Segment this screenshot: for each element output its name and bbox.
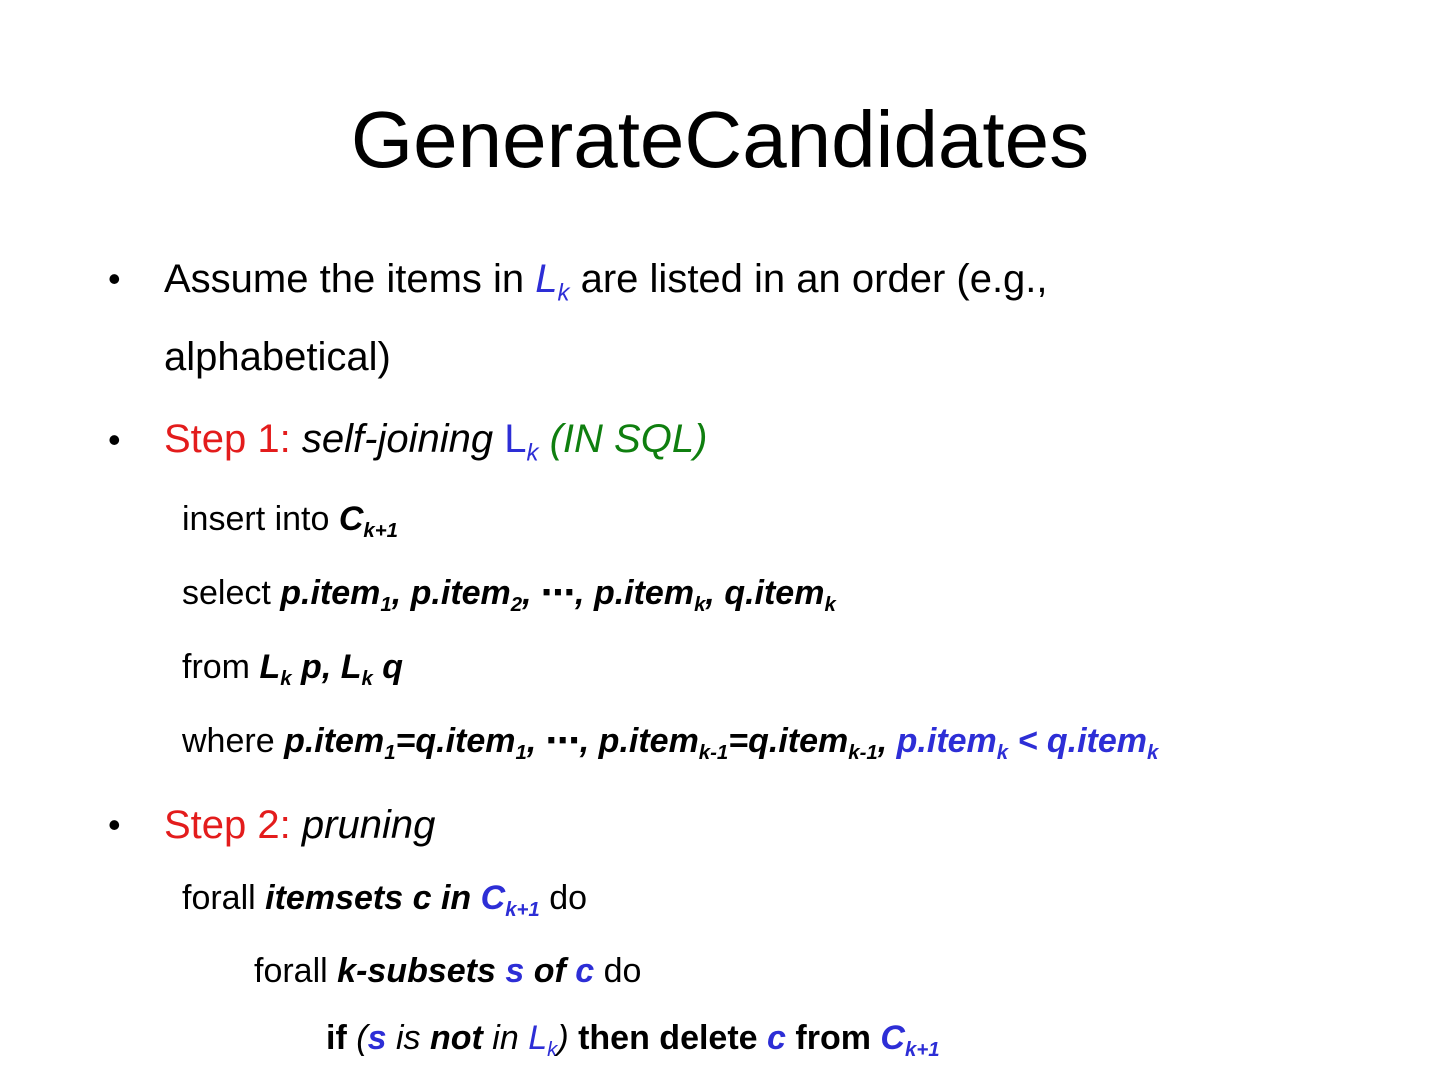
bullet-text: Assume the items in (164, 257, 536, 301)
step-label: Step 2: (164, 803, 291, 847)
bullet-step-1 (164, 415, 708, 467)
prune-if-delete: if (s is not in $L_k$) then delete c from $C_{k+1}$ (326, 1019, 940, 1062)
step-description: self-joining (301, 417, 494, 461)
bullet-text: are listed in an order (e.g., (569, 257, 1048, 301)
step-label: Step 1: (164, 417, 291, 461)
bullet-marker: • (108, 258, 121, 299)
lk-symbol: $L_k$ (535, 257, 570, 307)
prune-forall-subsets: forall k-subsets s of c do (254, 952, 642, 990)
sql-insert-line: insert into $C_{k+1}$ (182, 500, 399, 543)
sql-from-line: from $L_k$ p, $L_k$ q (182, 648, 404, 691)
bullet-marker: • (108, 419, 121, 460)
bullet-assume-order-cont: alphabetical) (164, 335, 391, 379)
slide-title: GenerateCandidates (350, 95, 1090, 184)
sql-select-line: select p.item$_1$, p.item$_2$, ⋯, p.item$_k$, q.item$_k$ (182, 574, 836, 617)
step-description: pruning (301, 803, 436, 847)
bullet-assume-order (164, 255, 1048, 307)
join-condition: p.item$_k$ < q.item$_k$ (896, 722, 1159, 765)
sql-where-line: where p.item$_1$=q.item$_1$, ⋯, p.item$_{k-1}$=q.item$_{k-1}$, p.item$_k$ < q.item$_k$ (182, 722, 1159, 765)
bullet-marker: • (108, 804, 121, 845)
sql-note: (IN SQL) (549, 417, 708, 461)
bullet-step-2 (164, 801, 435, 849)
prune-forall-itemsets: forall itemsets c in $C_{k+1}$ do (182, 879, 588, 922)
lk-symbol: $L_k$ (504, 417, 539, 467)
